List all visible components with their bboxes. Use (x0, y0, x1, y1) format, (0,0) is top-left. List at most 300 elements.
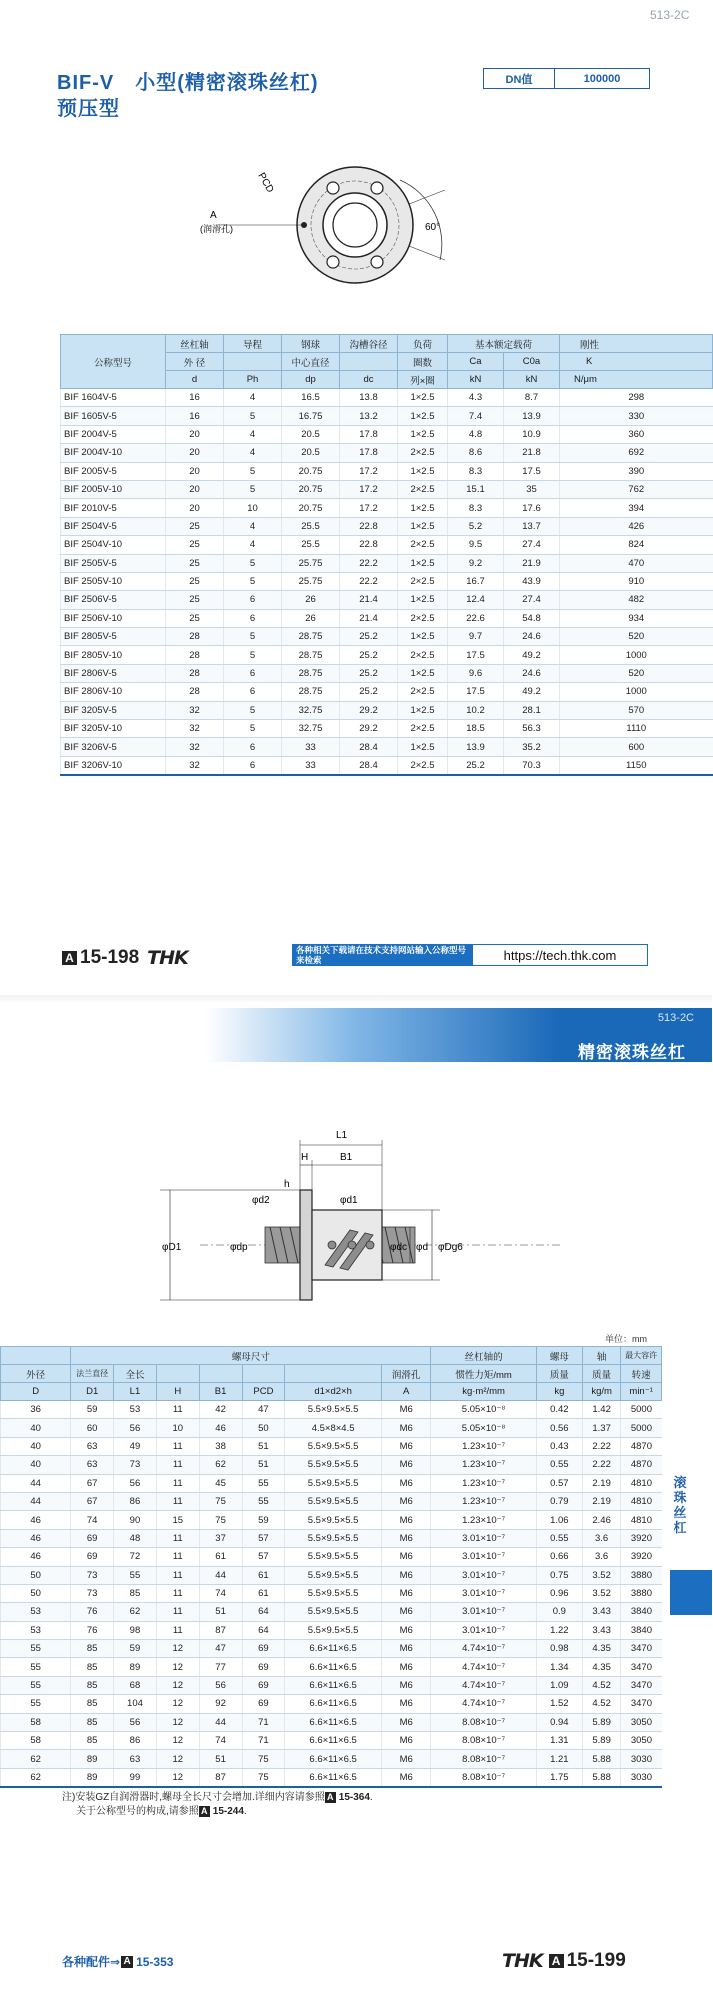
table-cell: 20.5 (282, 444, 340, 462)
table-cell: 5.88 (582, 1750, 620, 1768)
table-cell: 6.6×11×6.5 (285, 1695, 382, 1713)
table-cell: 6.6×11×6.5 (285, 1640, 382, 1658)
table-cell: 1.23×10⁻⁷ (431, 1437, 536, 1455)
table-cell: 25.5 (282, 536, 340, 554)
angle-label: 60° (425, 222, 441, 233)
table-cell: 0.98 (536, 1640, 582, 1658)
table-cell: BIF 2004V-10 (61, 444, 166, 462)
table-cell: M6 (381, 1419, 430, 1437)
table-cell: 28.75 (282, 664, 340, 682)
th-ball-3: dp (282, 371, 340, 389)
table-cell: 11 (156, 1474, 199, 1492)
table-cell: 22.8 (340, 536, 398, 554)
th-holes-2: d1×d2×h (285, 1383, 382, 1401)
table-cell: 1.37 (582, 1419, 620, 1437)
table-cell: 56.3 (504, 720, 560, 738)
table-cell: 4 (224, 389, 282, 407)
table-cell: M6 (381, 1401, 430, 1419)
label-Dg6: φDg6 (438, 1242, 463, 1253)
table-cell: M6 (381, 1566, 430, 1584)
table-cell: 4.74×10⁻⁷ (431, 1640, 536, 1658)
table-cell: BIF 1605V-5 (61, 407, 166, 425)
section-a-badge: A (325, 1792, 336, 1803)
th-ball-1: 钢球 (282, 335, 340, 353)
table-cell: 73 (71, 1584, 114, 1602)
table-cell: 21.4 (340, 609, 398, 627)
table-cell: 5 (224, 407, 282, 425)
table-cell: 104 (114, 1695, 157, 1713)
table-cell: 2.22 (582, 1437, 620, 1455)
table-cell: 67 (71, 1492, 114, 1510)
table-cell: 69 (71, 1548, 114, 1566)
th-c0a-1: C0a (504, 353, 560, 371)
table-cell: 11 (156, 1492, 199, 1510)
table-cell: M6 (381, 1474, 430, 1492)
table-cell: 32 (166, 701, 224, 719)
table-notes (62, 1791, 373, 1819)
table-cell: 0.43 (536, 1437, 582, 1455)
table-row (1, 1695, 662, 1713)
table-row (1, 1456, 662, 1474)
table-cell: 55 (1, 1640, 71, 1658)
table-cell: 0.94 (536, 1713, 582, 1731)
accessories-ref[interactable] (62, 1953, 173, 1970)
table-cell: 47 (242, 1401, 285, 1419)
table-row (61, 701, 713, 719)
table-cell: 2×2.5 (398, 480, 448, 498)
table-cell: 76 (71, 1621, 114, 1639)
table-cell: 51 (199, 1603, 242, 1621)
table-cell: 3.6 (582, 1548, 620, 1566)
table-row (1, 1548, 662, 1566)
table-cell: 85 (71, 1658, 114, 1676)
table-cell: 89 (114, 1658, 157, 1676)
table-cell: 16.5 (282, 389, 340, 407)
table-cell: 25 (166, 517, 224, 535)
table-cell: 76 (71, 1603, 114, 1621)
table-cell: 53 (1, 1621, 71, 1639)
table-cell: 5.5×9.5×5.5 (285, 1492, 382, 1510)
table-cell: 28.1 (504, 701, 560, 719)
table-cell: 1.42 (582, 1401, 620, 1419)
table-cell: 4.3 (448, 389, 504, 407)
table-cell: 1×2.5 (398, 628, 448, 646)
table-cell: 28.75 (282, 646, 340, 664)
table-cell: BIF 3206V-5 (61, 738, 166, 756)
table-cell: 6 (224, 591, 282, 609)
table-cell: 5.5×9.5×5.5 (285, 1529, 382, 1547)
table-cell: 0.9 (536, 1603, 582, 1621)
tech-site-link[interactable]: https://tech.thk.com (472, 944, 648, 966)
table-cell: 0.75 (536, 1566, 582, 1584)
table-cell: 570 (560, 701, 713, 719)
table-cell: 74 (71, 1511, 114, 1529)
nut-side-view-diagram (162, 1110, 560, 1300)
th-shaft-od-1: 丝杠轴 (166, 335, 224, 353)
table-cell: 600 (560, 738, 713, 756)
table-cell: 55 (114, 1566, 157, 1584)
table-row (1, 1401, 662, 1419)
bolt-hole (327, 182, 339, 194)
download-banner[interactable] (292, 944, 648, 966)
table-row (1, 1676, 662, 1694)
table-row (1, 1768, 662, 1787)
table-cell: 9.6 (448, 664, 504, 682)
th-lead-1: 导程 (224, 335, 282, 353)
th-B1-1 (199, 1365, 242, 1383)
table-cell: 25.2 (340, 646, 398, 664)
table-cell: 4.35 (582, 1658, 620, 1676)
table-row (1, 1529, 662, 1547)
table-cell: 20 (166, 444, 224, 462)
table-cell: M6 (381, 1548, 430, 1566)
table-cell: 33 (282, 756, 340, 775)
side-tab[interactable] (670, 1570, 712, 1615)
table-cell: 61 (199, 1548, 242, 1566)
table-cell: 1×2.5 (398, 591, 448, 609)
table-cell: BIF 2806V-10 (61, 683, 166, 701)
table-cell: 35.2 (504, 738, 560, 756)
table-cell: 74 (199, 1584, 242, 1602)
table-cell: 2.22 (582, 1456, 620, 1474)
table-cell: 75 (199, 1492, 242, 1510)
note-2-ref[interactable]: 15-244 (212, 1806, 244, 1817)
nut-front-view-diagram (200, 150, 460, 290)
table-cell: 2×2.5 (398, 646, 448, 664)
table-cell: 55 (1, 1676, 71, 1694)
table-cell: 15.1 (448, 480, 504, 498)
table-cell: 5 (224, 701, 282, 719)
table-cell: 29.2 (340, 701, 398, 719)
table-cell: 11 (156, 1529, 199, 1547)
table-cell: 12 (156, 1640, 199, 1658)
label-l1: L1 (336, 1130, 348, 1141)
table-cell: 47 (199, 1640, 242, 1658)
banner-text: 各种相关下载请在技术支持网站输入公称型号来检索 (292, 944, 472, 966)
table-cell: BIF 2806V-5 (61, 664, 166, 682)
table-cell: 8.7 (504, 389, 560, 407)
table-cell: 46 (1, 1511, 71, 1529)
table-cell: 13.9 (504, 407, 560, 425)
table-cell: 5.5×9.5×5.5 (285, 1511, 382, 1529)
table-cell: 63 (71, 1456, 114, 1474)
table-cell: 298 (560, 389, 713, 407)
table-cell: 67 (71, 1474, 114, 1492)
table-cell: 32.75 (282, 701, 340, 719)
table-cell: M6 (381, 1713, 430, 1731)
table-cell: 37 (199, 1529, 242, 1547)
table-cell: 5 (224, 480, 282, 498)
table-cell: M6 (381, 1732, 430, 1750)
table-cell: 394 (560, 499, 713, 517)
table-cell: 28 (166, 628, 224, 646)
table-row (61, 444, 713, 462)
page-number: 15-198 (80, 947, 140, 968)
table-cell: 6.6×11×6.5 (285, 1658, 382, 1676)
table-cell: 20.75 (282, 462, 340, 480)
table-cell: 5.88 (582, 1768, 620, 1787)
table-cell: 40 (1, 1419, 71, 1437)
label-dp: φdp (230, 1242, 248, 1253)
table-cell: 5.5×9.5×5.5 (285, 1456, 382, 1474)
table-cell: 1×2.5 (398, 389, 448, 407)
table-cell: 75 (242, 1750, 285, 1768)
table-cell: 20 (166, 499, 224, 517)
table-cell: M6 (381, 1676, 430, 1694)
table-row (1, 1511, 662, 1529)
table-cell: 62 (114, 1603, 157, 1621)
table-cell: 5 (224, 646, 282, 664)
table-cell: 1.23×10⁻⁷ (431, 1492, 536, 1510)
table-cell: 3.52 (582, 1566, 620, 1584)
table-cell: BIF 2506V-10 (61, 609, 166, 627)
table-cell: 17.8 (340, 425, 398, 443)
table-cell: 58 (1, 1732, 71, 1750)
side-section-label: 滚珠丝杠 (673, 1475, 687, 1535)
table-cell: 59 (71, 1401, 114, 1419)
section-a-badge: A (62, 951, 77, 965)
table-cell: 4.52 (582, 1695, 620, 1713)
table-cell: 0.55 (536, 1456, 582, 1474)
table-cell: 20 (166, 425, 224, 443)
table-cell: 85 (114, 1584, 157, 1602)
table-row (61, 425, 713, 443)
th-stiff-1: 刚性 (560, 335, 713, 353)
th-H-1 (156, 1365, 199, 1383)
table-cell: 85 (71, 1640, 114, 1658)
th-shaft-mass-1: 轴 (582, 1347, 620, 1365)
table-cell: 17.2 (340, 480, 398, 498)
table-cell: 22.2 (340, 572, 398, 590)
table-cell: 12 (156, 1750, 199, 1768)
table-cell: 5.5×9.5×5.5 (285, 1584, 382, 1602)
table-cell: BIF 2805V-5 (61, 628, 166, 646)
th-pcd-1 (242, 1365, 285, 1383)
table-cell: 49 (114, 1437, 157, 1455)
table-cell: 4 (224, 425, 282, 443)
table-cell: 46 (199, 1419, 242, 1437)
table-cell: 16 (166, 389, 224, 407)
table-cell: 86 (114, 1732, 157, 1750)
table-cell: 74 (199, 1732, 242, 1750)
table-cell: 12 (156, 1713, 199, 1731)
table-cell: 4.74×10⁻⁷ (431, 1658, 536, 1676)
table-cell: 5 (224, 720, 282, 738)
table-cell: 2×2.5 (398, 572, 448, 590)
th-od-2: D (1, 1383, 71, 1401)
page-subtitle: 预压型 (57, 98, 120, 120)
table-cell: 51 (242, 1456, 285, 1474)
nut-flange (300, 1190, 312, 1300)
table-cell: 5.05×10⁻⁸ (431, 1419, 536, 1437)
page-title: BIF-V 小型(精密滚珠丝杠) (57, 72, 319, 94)
table-cell: 3.01×10⁻⁷ (431, 1584, 536, 1602)
table-cell: 45 (199, 1474, 242, 1492)
table-cell: 3920 (621, 1529, 662, 1547)
table-cell: 61 (242, 1566, 285, 1584)
table-row (61, 554, 713, 572)
table-row (1, 1584, 662, 1602)
table-cell: 8.08×10⁻⁷ (431, 1750, 536, 1768)
table-cell: 61 (242, 1584, 285, 1602)
table-cell: 50 (242, 1419, 285, 1437)
unit-label: 单位：mm (605, 1334, 647, 1344)
table-cell: 0.57 (536, 1474, 582, 1492)
label-h-small: h (284, 1179, 290, 1190)
table-cell: 69 (242, 1640, 285, 1658)
table-row (61, 738, 713, 756)
table-cell: 6.6×11×6.5 (285, 1768, 382, 1787)
table-cell: 89 (71, 1750, 114, 1768)
table-row (61, 480, 713, 498)
table-cell: 25.2 (340, 683, 398, 701)
table-cell: 4.5×8×4.5 (285, 1419, 382, 1437)
table-row (61, 389, 713, 407)
table-cell: 9.2 (448, 554, 504, 572)
table-row (1, 1492, 662, 1510)
table-cell: 90 (114, 1511, 157, 1529)
table-cell: 4.74×10⁻⁷ (431, 1695, 536, 1713)
table-cell: 59 (114, 1640, 157, 1658)
table-cell: 762 (560, 480, 713, 498)
table-cell: 49.2 (504, 683, 560, 701)
table-cell: 1.22 (536, 1621, 582, 1639)
table-cell: 910 (560, 572, 713, 590)
table-cell: 1110 (560, 720, 713, 738)
table-cell: 5.89 (582, 1713, 620, 1731)
table-cell: 50 (1, 1566, 71, 1584)
table-cell: 3.01×10⁻⁷ (431, 1621, 536, 1639)
th-speed-2: 转速 (621, 1365, 662, 1383)
table-cell: M6 (381, 1658, 430, 1676)
table-cell: BIF 3205V-10 (61, 720, 166, 738)
table-cell: 8.08×10⁻⁷ (431, 1768, 536, 1787)
th-speed-3: min⁻¹ (621, 1383, 662, 1401)
table-cell: 28.75 (282, 628, 340, 646)
table-cell: M6 (381, 1492, 430, 1510)
th-load-2: 圈数 (398, 353, 448, 371)
table-cell: 3050 (621, 1732, 662, 1750)
table-cell: 4.8 (448, 425, 504, 443)
th-nut-mass-3: kg (536, 1383, 582, 1401)
table-cell: 68 (114, 1676, 157, 1694)
table-cell: 1×2.5 (398, 517, 448, 535)
th-inertia-1: 丝杠轴的 (431, 1347, 536, 1365)
table-cell: 25.75 (282, 554, 340, 572)
table-cell: M6 (381, 1437, 430, 1455)
table-cell: 20.75 (282, 480, 340, 498)
table-cell: 56 (114, 1713, 157, 1731)
note-1: 注)安装GZ自润滑器时,螺母全长尺寸会增加.详细内容请参照 A 15-364. (62, 1792, 373, 1803)
table-cell: 85 (71, 1713, 114, 1731)
thk-logo: THK (147, 947, 188, 969)
table-cell: 17.8 (340, 444, 398, 462)
table-cell: 6.6×11×6.5 (285, 1713, 382, 1731)
table-cell: 2.46 (582, 1511, 620, 1529)
table-cell: 4 (224, 444, 282, 462)
th-od-1: 外径 (1, 1365, 71, 1383)
table-row (61, 591, 713, 609)
th-length-1: 全长 (114, 1365, 157, 1383)
table-cell: 21.9 (504, 554, 560, 572)
th-ball-2: 中心直径 (282, 353, 340, 371)
table-cell: 1×2.5 (398, 664, 448, 682)
table-cell: 1000 (560, 646, 713, 664)
table-cell: 62 (1, 1768, 71, 1787)
th-load-1: 负荷 (398, 335, 448, 353)
table-cell: 25 (166, 609, 224, 627)
table-cell: 99 (114, 1768, 157, 1787)
page-code: 513-2C (657, 1012, 694, 1024)
table-cell: 12.4 (448, 591, 504, 609)
table-cell: 64 (242, 1621, 285, 1639)
page-code: 513-2C (650, 8, 690, 22)
label-d: φd (416, 1242, 429, 1253)
table-cell: 12 (156, 1658, 199, 1676)
page-number-right (502, 1950, 626, 1972)
th-ca-2: kN (448, 371, 504, 389)
table-cell: 35 (504, 480, 560, 498)
table-cell: BIF 2005V-5 (61, 462, 166, 480)
th-stiff-3: N/μm (560, 371, 713, 389)
note-1-ref[interactable]: 15-364 (338, 1792, 370, 1803)
th-load-3: 列×圈 (398, 371, 448, 389)
table-cell: 25 (166, 591, 224, 609)
table-cell: 5.5×9.5×5.5 (285, 1548, 382, 1566)
th-inertia-2: 惯性力矩/mm (431, 1365, 536, 1383)
table-cell: 11 (156, 1437, 199, 1455)
pcd-label: PCD (255, 171, 276, 195)
table-cell: 69 (242, 1676, 285, 1694)
table-cell: 11 (156, 1566, 199, 1584)
table-cell: 1×2.5 (398, 701, 448, 719)
table-cell: 3.01×10⁻⁷ (431, 1548, 536, 1566)
table-row (61, 756, 713, 775)
note-1-text: 注)安装GZ自润滑器时,螺母全长尺寸会增加.详细内容请参照 (62, 1792, 325, 1803)
table-cell: 0.66 (536, 1548, 582, 1566)
table-cell: 17.5 (504, 462, 560, 480)
table-cell: 2×2.5 (398, 609, 448, 627)
table-row (1, 1640, 662, 1658)
table-cell: 55 (1, 1695, 71, 1713)
table-cell: 1.52 (536, 1695, 582, 1713)
table-cell: 92 (199, 1695, 242, 1713)
table-cell: 73 (71, 1566, 114, 1584)
table-cell: 5.5×9.5×5.5 (285, 1621, 382, 1639)
table-cell: 55 (242, 1474, 285, 1492)
table-cell: 520 (560, 628, 713, 646)
table-cell: 17.6 (504, 499, 560, 517)
table-cell: 60 (71, 1419, 114, 1437)
table-cell: 8.6 (448, 444, 504, 462)
table-cell: 12 (156, 1676, 199, 1694)
table-cell: 33 (282, 738, 340, 756)
table-cell: 8.08×10⁻⁷ (431, 1713, 536, 1731)
table-cell: 3470 (621, 1658, 662, 1676)
table-cell: 5 (224, 462, 282, 480)
table-cell: 4.35 (582, 1640, 620, 1658)
page-number-left (62, 947, 188, 969)
table-cell: 57 (242, 1529, 285, 1547)
table-cell: 71 (242, 1713, 285, 1731)
table-cell: BIF 3205V-5 (61, 701, 166, 719)
label-d1: φd1 (340, 1195, 358, 1206)
table-cell: 18.5 (448, 720, 504, 738)
table-cell: 824 (560, 536, 713, 554)
table-cell: 28 (166, 683, 224, 701)
table-cell: 934 (560, 609, 713, 627)
table-cell: 42 (199, 1401, 242, 1419)
